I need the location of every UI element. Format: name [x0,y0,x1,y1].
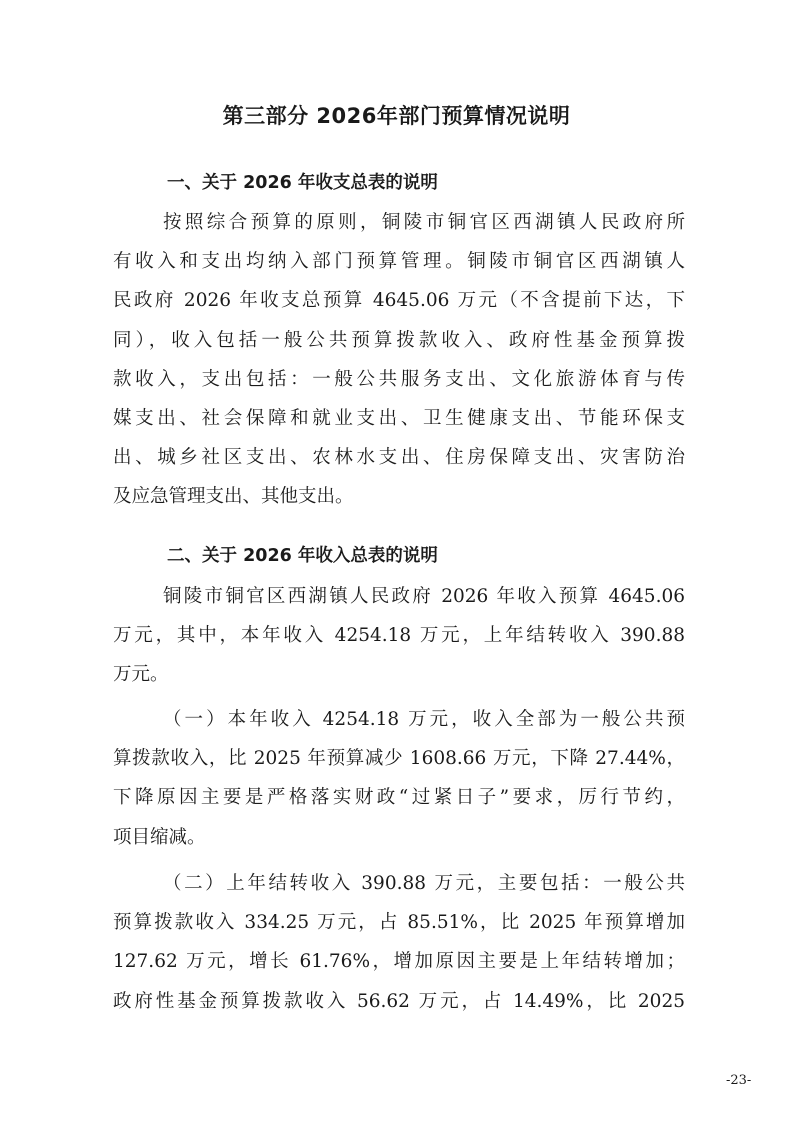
section-2-intro-paragraph [113,577,685,695]
paragraph-line: 算拨款收入，比 2025 年预算减少 1608.66 万元，下降 27.44%， [113,748,685,770]
paragraph-line: 及应急管理支出、其他支出。 [113,486,354,508]
paragraph-line: 预算拨款收入 334.25 万元，占 85.51%，比 2025 年预算增加 [113,912,685,934]
paragraph-line: 按照综合预算的原则，铜陵市铜官区西湖镇人民政府所 [163,212,685,233]
paragraph-line: 铜陵市铜官区西湖镇人民政府 2026 年收入预算 4645.06 [163,586,685,607]
section-heading-2: 二、关于 2026 年收入总表的说明 [167,546,438,566]
paragraph-line: 民政府 2026 年收支总预算 4645.06 万元（不含提前下达，下 [113,290,685,312]
paragraph-line: 出、城乡社区支出、农林水支出、住房保障支出、灾害防治 [113,447,685,469]
paragraph-line: 政府性基金预算拨款收入 56.62 万元，占 14.49%，比 2025 [113,990,685,1012]
page-title: 第三部分 2026年部门预算情况说明 [222,104,571,128]
page-number: -23- [726,1073,752,1088]
paragraph-line: 款收入，支出包括：一般公共服务支出、文化旅游体育与传 [113,368,685,390]
paragraph-line: 媒支出、社会保障和就业支出、卫生健康支出、节能环保支 [113,408,685,430]
paragraph-line: 有收入和支出均纳入部门预算管理。铜陵市铜官区西湖镇人 [113,251,685,273]
paragraph-line: 项目缩减。 [113,826,206,848]
paragraph-line: （二）上年结转收入 390.88 万元，主要包括：一般公共 [163,873,685,894]
section-2-item-1-paragraph [113,700,685,857]
paragraph-line: 万元。 [113,664,169,686]
section-heading-1: 一、关于 2026 年收支总表的说明 [167,173,438,193]
section-1-paragraph [113,203,685,517]
paragraph-line: （一）本年收入 4254.18 万元，收入全部为一般公共预 [163,709,685,730]
paragraph-line: 下降原因主要是严格落实财政“过紧日子”要求，厉行节约， [113,787,685,809]
paragraph-line: 万元，其中，本年收入 4254.18 万元，上年结转收入 390.88 [113,625,685,647]
section-2-item-2-paragraph [113,864,685,1021]
paragraph-line: 127.62 万元，增长 61.76%，增加原因主要是上年结转增加； [113,951,685,973]
paragraph-line: 同），收入包括一般公共预算拨款收入、政府性基金预算拨 [113,329,685,351]
